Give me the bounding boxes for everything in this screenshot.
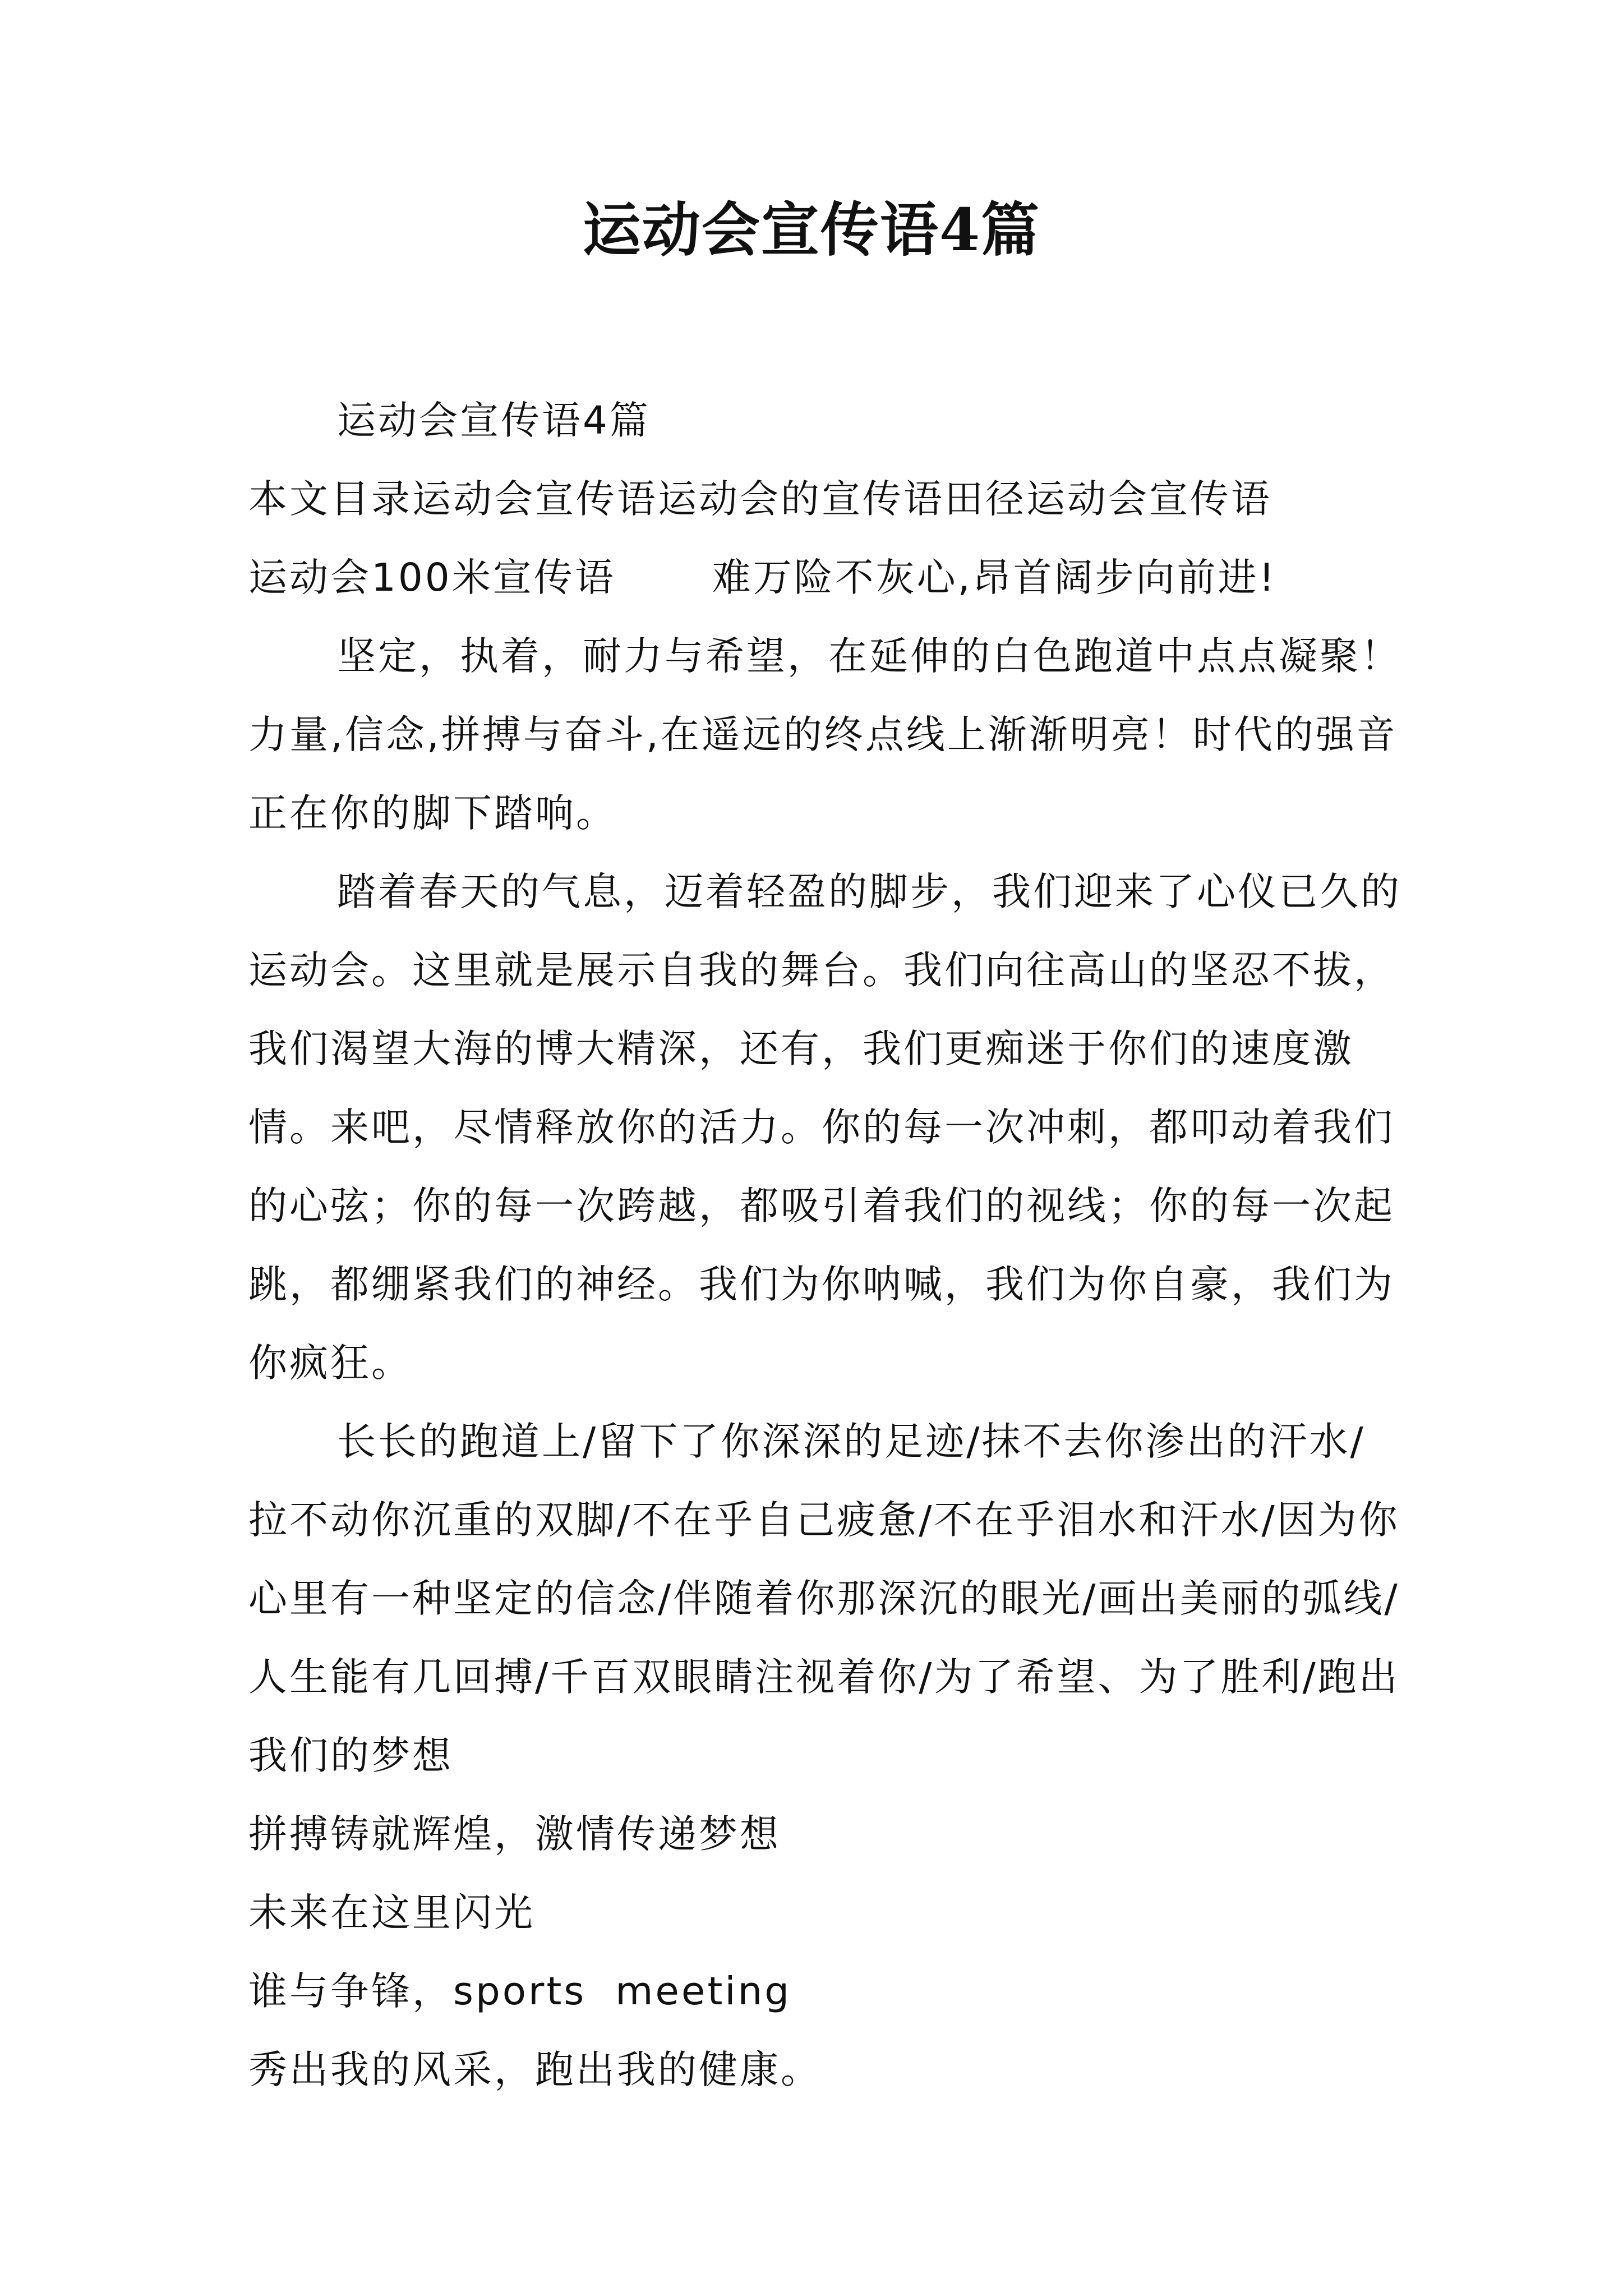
document-title: 运动会宣传语4篇	[582, 195, 1041, 264]
paragraph: 坚定，执着，耐力与希望，在延伸的白色跑道中点点凝聚！力量,信念,拼搏与奋斗,在遥远的终点线上渐渐明亮！时代的强音正在你的脚下踏响。	[248, 634, 1401, 836]
paragraph: 踏着春天的气息，迈着轻盈的脚步，我们迎来了心仪已久的运动会。这里就是展示自我的舞台。我们向往高山的坚忍不拔，我们渴望大海的博大精深，还有，我们更痴迷于你们的速度激情。来吧，尽情释放你的活力。你的每一次冲刺，都叩动着我们的心弦；你的每一次跨越，都吸引着我们的视线；你的每一次起跳，都绷紧我们的神经。我们为你呐喊，我们为你自豪，我们为你疯狂。	[248, 869, 1401, 1386]
table-of-contents-line-1: 本文目录运动会宣传语运动会的宣传语田径运动会宣传语	[248, 477, 1272, 522]
slogan-line: 谁与争锋，sports meeting	[248, 1969, 792, 2014]
table-of-contents-line-2: 运动会100米宣传语 难万险不灰心,昂首阔步向前进!	[248, 555, 1277, 600]
slogan-line: 秀出我的风采，跑出我的健康。	[248, 2047, 822, 2092]
document-body	[248, 381, 1404, 2109]
document-subtitle: 运动会宣传语4篇	[337, 398, 651, 443]
slogan-line: 拼搏铸就辉煌，激情传递梦想	[248, 1812, 781, 1857]
slogan-line: 未来在这里闪光	[248, 1890, 535, 1935]
paragraph: 长长的跑道上/留下了你深深的足迹/抹不去你渗出的汗水/拉不动你沉重的双脚/不在乎自己疲惫/不在乎泪水和汗水/因为你心里有一种坚定的信念/伴随着你那深沉的眼光/画出美丽的弧线/人生能有几回搏/千百双眼睛注视着你/为了希望、为了胜利/跑出我们的梦想	[248, 1419, 1400, 1778]
